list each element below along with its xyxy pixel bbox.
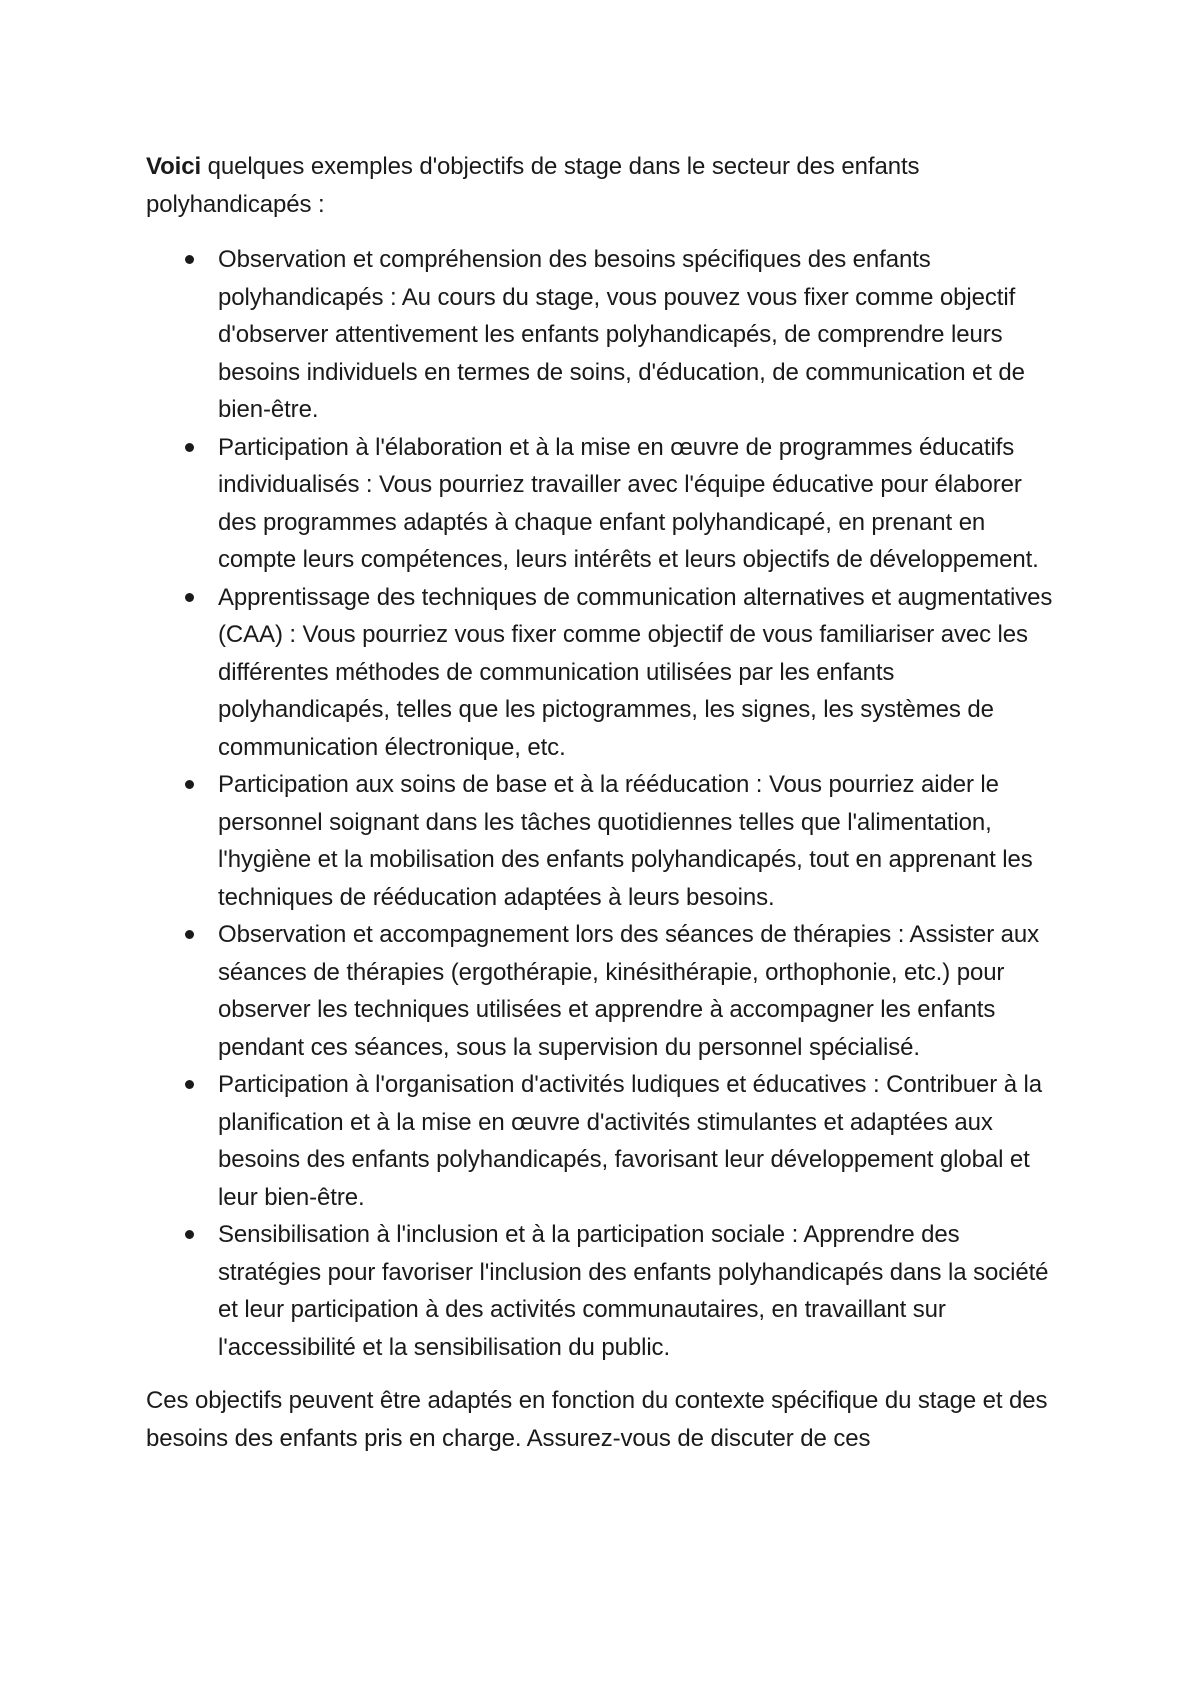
bullet-icon [185, 1230, 194, 1239]
list-item-text: Observation et compréhension des besoins spécifiques des enfants polyhandicapés : Au cours du stage, vous pouvez vous fixer comme objectif d'observer attentivement les enfants polyhandicapés, de comprendre leurs besoins individuels en termes de soins, d'éducation, de communication et de bien-être. [218, 246, 1025, 423]
list-item [218, 1216, 1066, 1366]
list-item-text: Sensibilisation à l'inclusion et à la participation sociale : Apprendre des stratégies pour favoriser l'inclusion des enfants polyhandicapés dans la société et leur participation à des activités communautaires, en travaillant sur l'accessibilité et la sensibilisation du public. [218, 1221, 1049, 1361]
document-body [146, 148, 1066, 1457]
list-item [218, 916, 1066, 1066]
list-item [218, 766, 1066, 916]
bullet-icon [185, 930, 194, 939]
bullet-icon [185, 1080, 194, 1089]
list-item-text: Participation aux soins de base et à la rééducation : Vous pourriez aider le personnel soignant dans les tâches quotidiennes telles que l'alimentation, l'hygiène et la mobilisation des enfants polyhandicapés, tout en apprenant les techniques de rééducation adaptées à leurs besoins. [218, 771, 1033, 911]
list-item [218, 1066, 1066, 1216]
list-item-text: Participation à l'organisation d'activités ludiques et éducatives : Contribuer à la planification et à la mise en œuvre d'activités stimulantes et adaptées aux besoins des enfants polyhandicapés, favorisant leur développement global et leur bien-être. [218, 1071, 1043, 1211]
intro-text: quelques exemples d'objectifs de stage dans le secteur des enfants polyhandicapés : [146, 153, 920, 218]
intro-paragraph [146, 148, 1066, 223]
list-item [218, 579, 1066, 767]
list-item [218, 241, 1066, 429]
objectives-list [146, 241, 1066, 1366]
bullet-icon [185, 255, 194, 264]
bullet-icon [185, 443, 194, 452]
list-item-text: Participation à l'élaboration et à la mise en œuvre de programmes éducatifs individualisés : Vous pourriez travailler avec l'équipe éducative pour élaborer des programmes adaptés à chaque enfant polyhandicapé, en prenant en compte leurs compétences, leurs intérêts et leurs objectifs de développement. [218, 433, 1039, 573]
intro-bold-word: Voici [146, 153, 202, 180]
list-item [218, 429, 1066, 579]
list-item-text: Observation et accompagnement lors des séances de thérapies : Assister aux séances de thérapies (ergothérapie, kinésithérapie, orthophonie, etc.) pour observer les techniques utilisées et apprendre à accompagner les enfants pendant ces séances, sous la supervision du personnel spécialisé. [218, 921, 1040, 1061]
list-item-text: Apprentissage des techniques de communication alternatives et augmentatives (CAA) : Vous pourriez vous fixer comme objectif de vous familiariser avec les différentes méthodes de communication utilisées par les enfants polyhandicapés, telles que les pictogrammes, les signes, les systèmes de communication électronique, etc. [218, 583, 1053, 761]
outro-paragraph: Ces objectifs peuvent être adaptés en fonction du contexte spécifique du stage et des besoins des enfants pris en charge. Assurez-vous de discuter de ces [146, 1387, 1048, 1452]
bullet-icon [185, 593, 194, 602]
bullet-icon [185, 780, 194, 789]
